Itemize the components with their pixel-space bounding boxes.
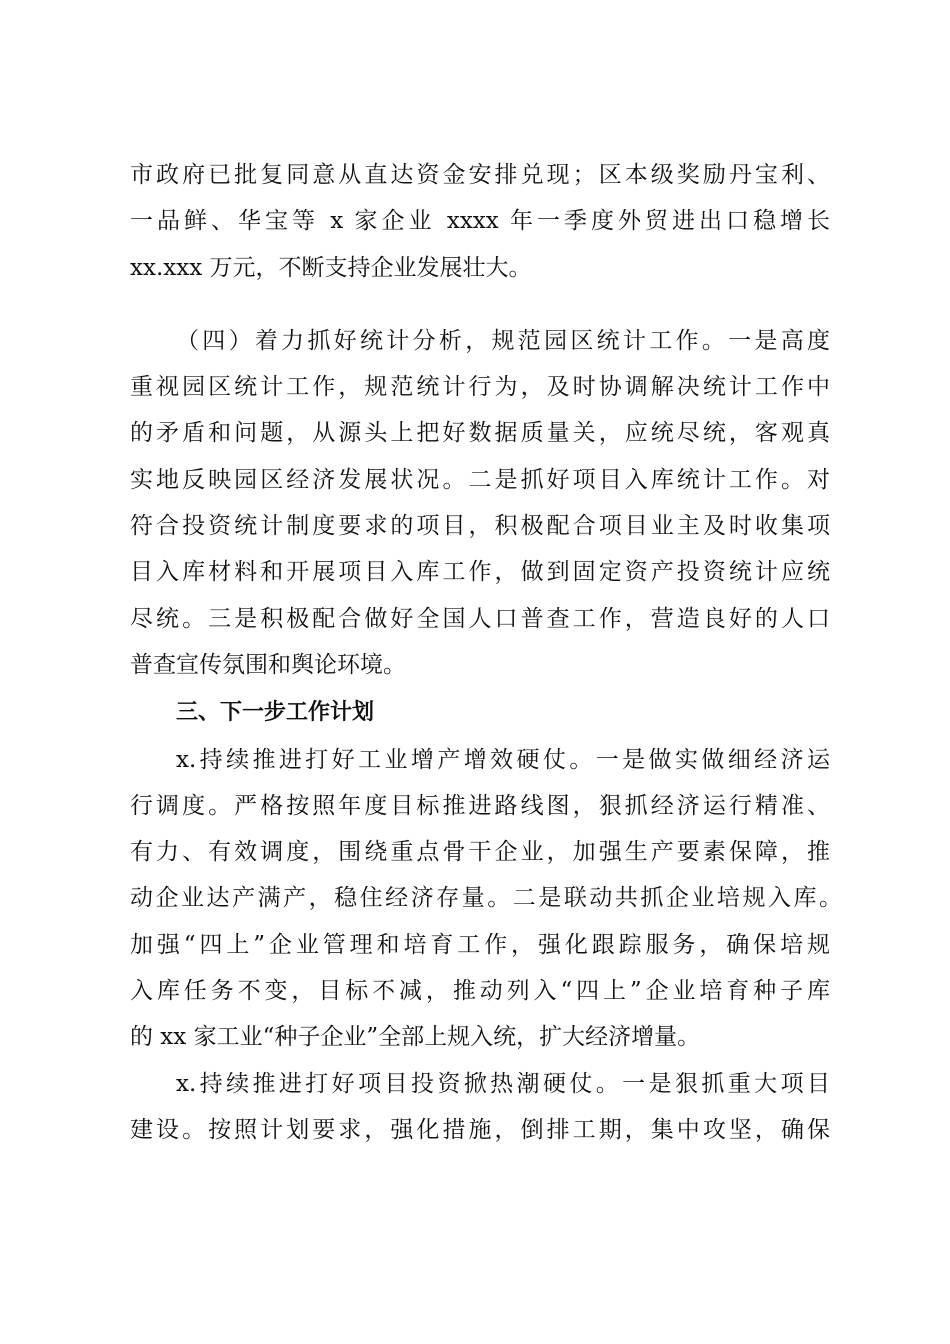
text-line: 一品鲜、华宝等 x 家企业 xxxx 年一季度外贸进出口稳增长 [130,208,830,235]
text-line: 尽统。三是积极配合做好全国人口普查工作，营造良好的人口 [130,605,830,632]
text-line: 的矛盾和问题，从源头上把好数据质量关，应统尽统，客观真 [130,420,830,447]
text-line: 符合投资统计制度要求的项目，积极配合项目业主及时收集项 [130,513,830,540]
text-line: 动企业达产满产，稳住经济存量。二是联动共抓企业培规入库。 [130,885,842,912]
text-line: 普查宣传氛围和舆论环境。 [130,651,406,678]
text-line: x.持续推进打好工业增产增效硬仗。一是做实做细经济运 [176,746,830,773]
paragraph-statistics [130,318,830,688]
text-line: 有力、有效调度，围绕重点骨干企业，加强生产要素保障，推 [130,839,830,866]
paragraph-funding [130,152,830,291]
text-line: 市政府已批复同意从直达资金安排兑现；区本级奖励丹宝利、 [130,162,830,188]
paragraph-industry [130,737,842,1061]
text-line: 实地反映园区经济发展状况。二是抓好项目入库统计工作。对 [130,466,830,493]
paragraph-investment [130,1061,830,1154]
document-page [130,152,842,1153]
text-line: 行调度。严格按照年度目标推进路线图，狠抓经济运行精准、 [130,792,830,819]
text-line: 加强“四上”企业管理和培育工作，强化跟踪服务，确保培规 [130,931,830,958]
text-line: 重视园区统计工作，规范统计行为，及时协调解决统计工作中 [130,374,830,401]
text-line: 入库任务不变，目标不减，推动列入“四上”企业培育种子库 [130,978,830,1005]
text-line: 的 xx 家工业“种子企业”全部上规入统，扩大经济增量。 [130,1024,701,1051]
text-line: xx.xxx 万元，不断支持企业发展壮大。 [130,254,532,281]
text-line: 目入库材料和开展项目入库工作，做到固定资产投资统计应统 [130,559,830,586]
text-line: （四）着力抓好统计分析，规范园区统计工作。一是高度 [176,327,830,354]
text-line: 建设。按照计划要求，强化措施，倒排工期，集中攻坚，确保 [130,1116,830,1143]
text-line: x.持续推进打好项目投资掀热潮硬仗。一是狠抓重大项目 [176,1070,830,1097]
section-heading: 三、下一步工作计划 [176,700,375,726]
